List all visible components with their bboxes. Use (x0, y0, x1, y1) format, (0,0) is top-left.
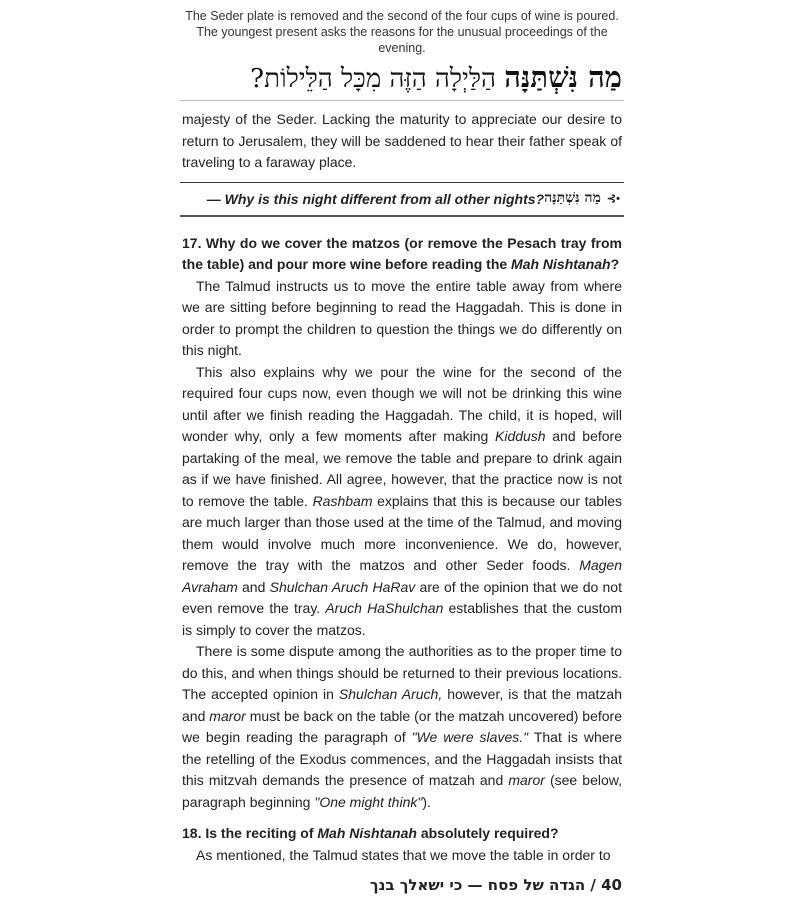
text-run: 18. Is the reciting of (182, 825, 318, 841)
intro-text: majesty of the Seder. Lacking the maturity to appreciate our desire to return to Jerusalem, they will be saddened to hear their father speak of traveling to a faraway place. (182, 111, 622, 170)
note-line-1: The Seder plate is removed and the second of the four cups of wine is poured. (185, 9, 619, 23)
question-heading (182, 233, 622, 276)
intro-paragraph (182, 109, 622, 174)
italic-term: Shulchan Aruch, (338, 686, 443, 702)
paragraph (182, 641, 622, 813)
paragraph (182, 845, 622, 867)
italic-term: Rashbam (312, 492, 373, 509)
italic-term: maror (209, 707, 246, 724)
section-hebrew: מַה נִּשְׁתַּנָּה (544, 190, 601, 206)
italic-term: Shulchan Aruch HaRav (269, 578, 416, 595)
footer-separator: / (585, 876, 596, 894)
text-run: and before partaking of the meal, we remove the table and prepare to drink again as if we have finished. All agree, however, that the practice now is not to remove the table. (182, 428, 622, 509)
text-run: ? (610, 256, 620, 272)
note-line-2: The youngest present asks the reasons for the unusual proceedings of the evening. (196, 25, 608, 55)
text-run: establishes that the custom is simply to cover the matzos. (182, 600, 622, 638)
text-run: are of the opinion that we do not even remove the tray. (182, 578, 622, 616)
hebrew-heading (182, 60, 622, 96)
italic-term: Aruch HaShulchan (325, 600, 444, 616)
question-heading (182, 823, 622, 845)
text-run: As mentioned, the Talmud states that we move the table in order to (196, 846, 611, 863)
page-column (182, 0, 622, 902)
text-run: There is some dispute among the authorities as to the proper time to do this, and when things should be returned to their previous locations. The accepted opinion in (182, 643, 622, 702)
paragraph (182, 276, 622, 362)
text-run: absolutely required? (416, 825, 559, 841)
running-title: הגדה של פסח — כי ישאלך בנך (369, 876, 586, 894)
italic-term: "We were slaves." (411, 729, 529, 745)
text-run: must be back on the table (or the matzah uncovered) before we begin reading the paragraph of (182, 707, 622, 745)
section-english: — Why is this night different from all other nights? (206, 190, 545, 207)
ornament-icon: ⊰• (606, 193, 620, 205)
text-run: The Talmud instructs us to move the entire table away from where we are sitting before beginning to read the Haggadah. This is done in order to prompt the children to question the things we do differently on this night. (182, 277, 622, 358)
hebrew-heading-bold: מַה נִּשְׁתַּנָּה (504, 60, 622, 94)
text-run: That is where the retelling of the Exodus commences, and the Haggadah insists that this mitzvah demands the presence of matzah and (182, 729, 622, 788)
text-run: explains that this is because our tables are much larger than those used at the time of the Talmud, and moving them would involve much more inconvenience. We do, however, remove the tray with the matzos and other Seder foods. (182, 492, 622, 573)
paragraph (182, 362, 622, 642)
section-heading (180, 182, 624, 217)
italic-term: maror (508, 772, 545, 788)
italic-term: Kiddush (495, 428, 546, 444)
text-run: ). (422, 793, 431, 810)
text-run: and (237, 578, 270, 595)
italic-term: Mah Nishtanah (317, 825, 417, 841)
commentary-body (182, 223, 622, 867)
text-run: (see below, paragraph beginning (182, 772, 622, 810)
header-divider (180, 100, 624, 101)
italic-term: Mah Nishtanah (511, 256, 611, 272)
hebrew-heading-rest: הַלַּיְלָה הַזֶּה מִכָּל הַלֵּילוֹת? (250, 64, 496, 94)
page-footer (182, 876, 622, 902)
italic-term: Magen Avraham (182, 557, 622, 595)
text-run: however, is that the matzah and (182, 686, 622, 724)
instruction-note (182, 8, 622, 56)
italic-term: "One might think" (314, 793, 423, 810)
text-run: This also explains why we pour the wine for the second of the required four cups now, even though we will not be drinking this wine until after we finish reading the Haggadah. The child, it is hoped, will wonder why, only a few moments after making (182, 363, 622, 444)
text-run: 17. Why do we cover the matzos (or remove the Pesach tray from the table) and pour more wine before reading the (182, 234, 622, 272)
page-number: 40 (601, 876, 622, 894)
